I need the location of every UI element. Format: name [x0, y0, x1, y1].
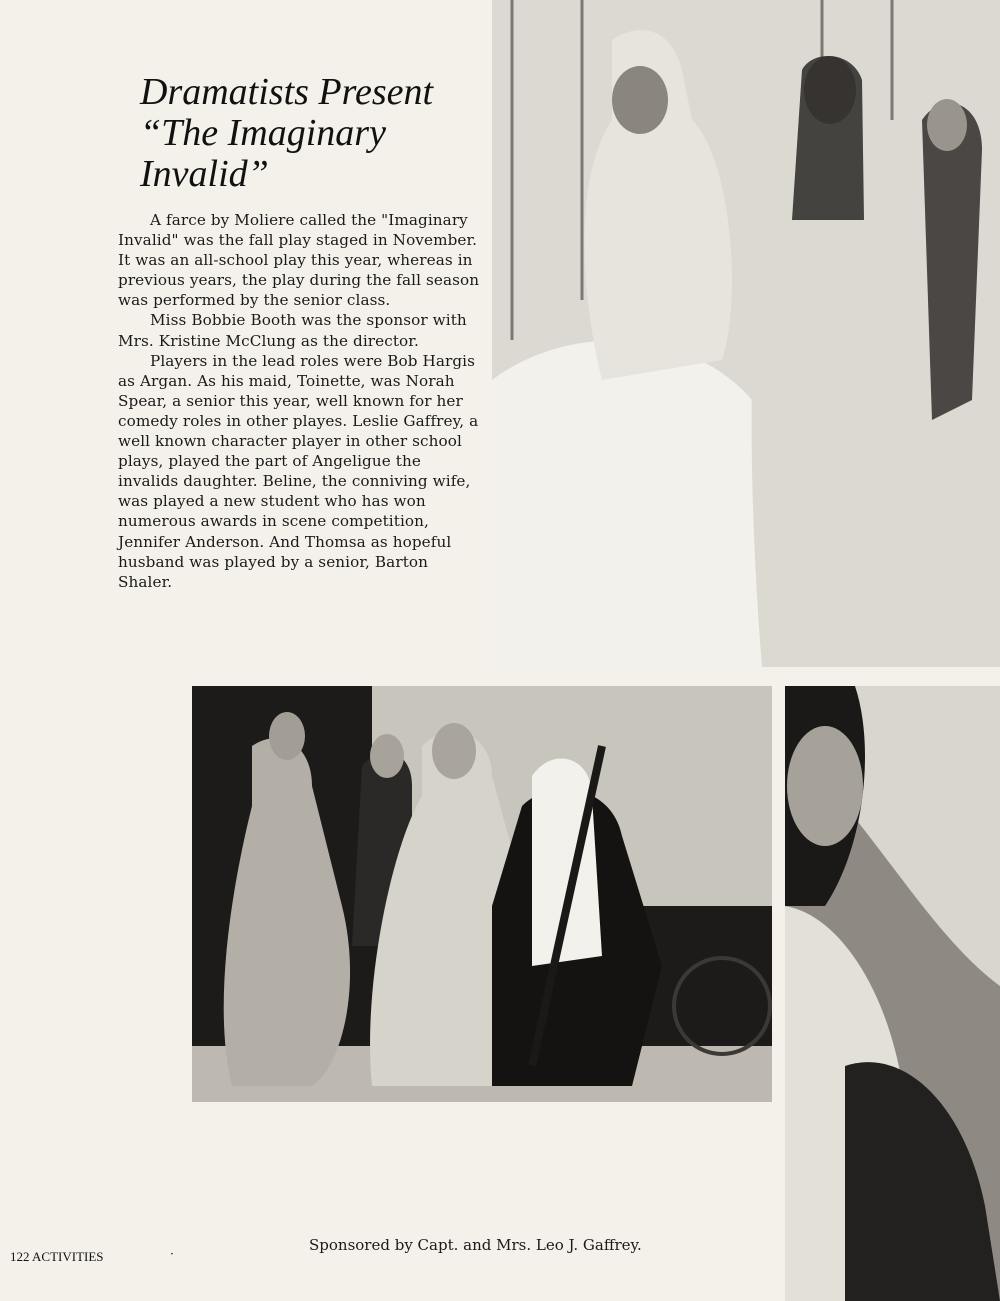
footer-dot: ·: [170, 1247, 174, 1261]
stage-photo-right: [785, 686, 1000, 1301]
title-line-3: Invalid”: [140, 153, 269, 195]
sponsor-line: Sponsored by Capt. and Mrs. Leo J. Gaffrey.: [309, 1236, 642, 1254]
stage-photo-middle: [192, 686, 772, 1102]
article-title: [140, 72, 490, 195]
stage-photo-top: [492, 0, 1000, 667]
paragraph-2: Miss Bobbie Booth was the sponsor with Mrs. Kristine McClung as the director.: [118, 311, 467, 350]
paragraph-1: A farce by Moliere called the "Imaginary Invalid" was the fall play staged in November. It was an all-school play this year, whereas in previous years, the play during the fall season was performed by the senior class.: [118, 211, 480, 310]
paragraph-3: Players in the lead roles were Bob Hargis as Argan. As his maid, Toinette, was Norah Spear, a senior this year, well known for her comedy roles in other playes. Leslie Gaffrey, a well known character player in other school plays, played the part of Angeligue the invalids daughter. Beline, the conniving wife, was played a new student who has won numerous awards in scene competition, Jennifer Anderson. And Thomsa as hopeful husband was played by a senior, Barton Shaler.: [118, 351, 479, 591]
page-folio: 122 ACTIVITIES: [10, 1249, 104, 1264]
article-body: [118, 210, 480, 592]
title-line-2: “The Imaginary: [140, 112, 386, 154]
title-line-1: Dramatists Present: [140, 71, 434, 113]
